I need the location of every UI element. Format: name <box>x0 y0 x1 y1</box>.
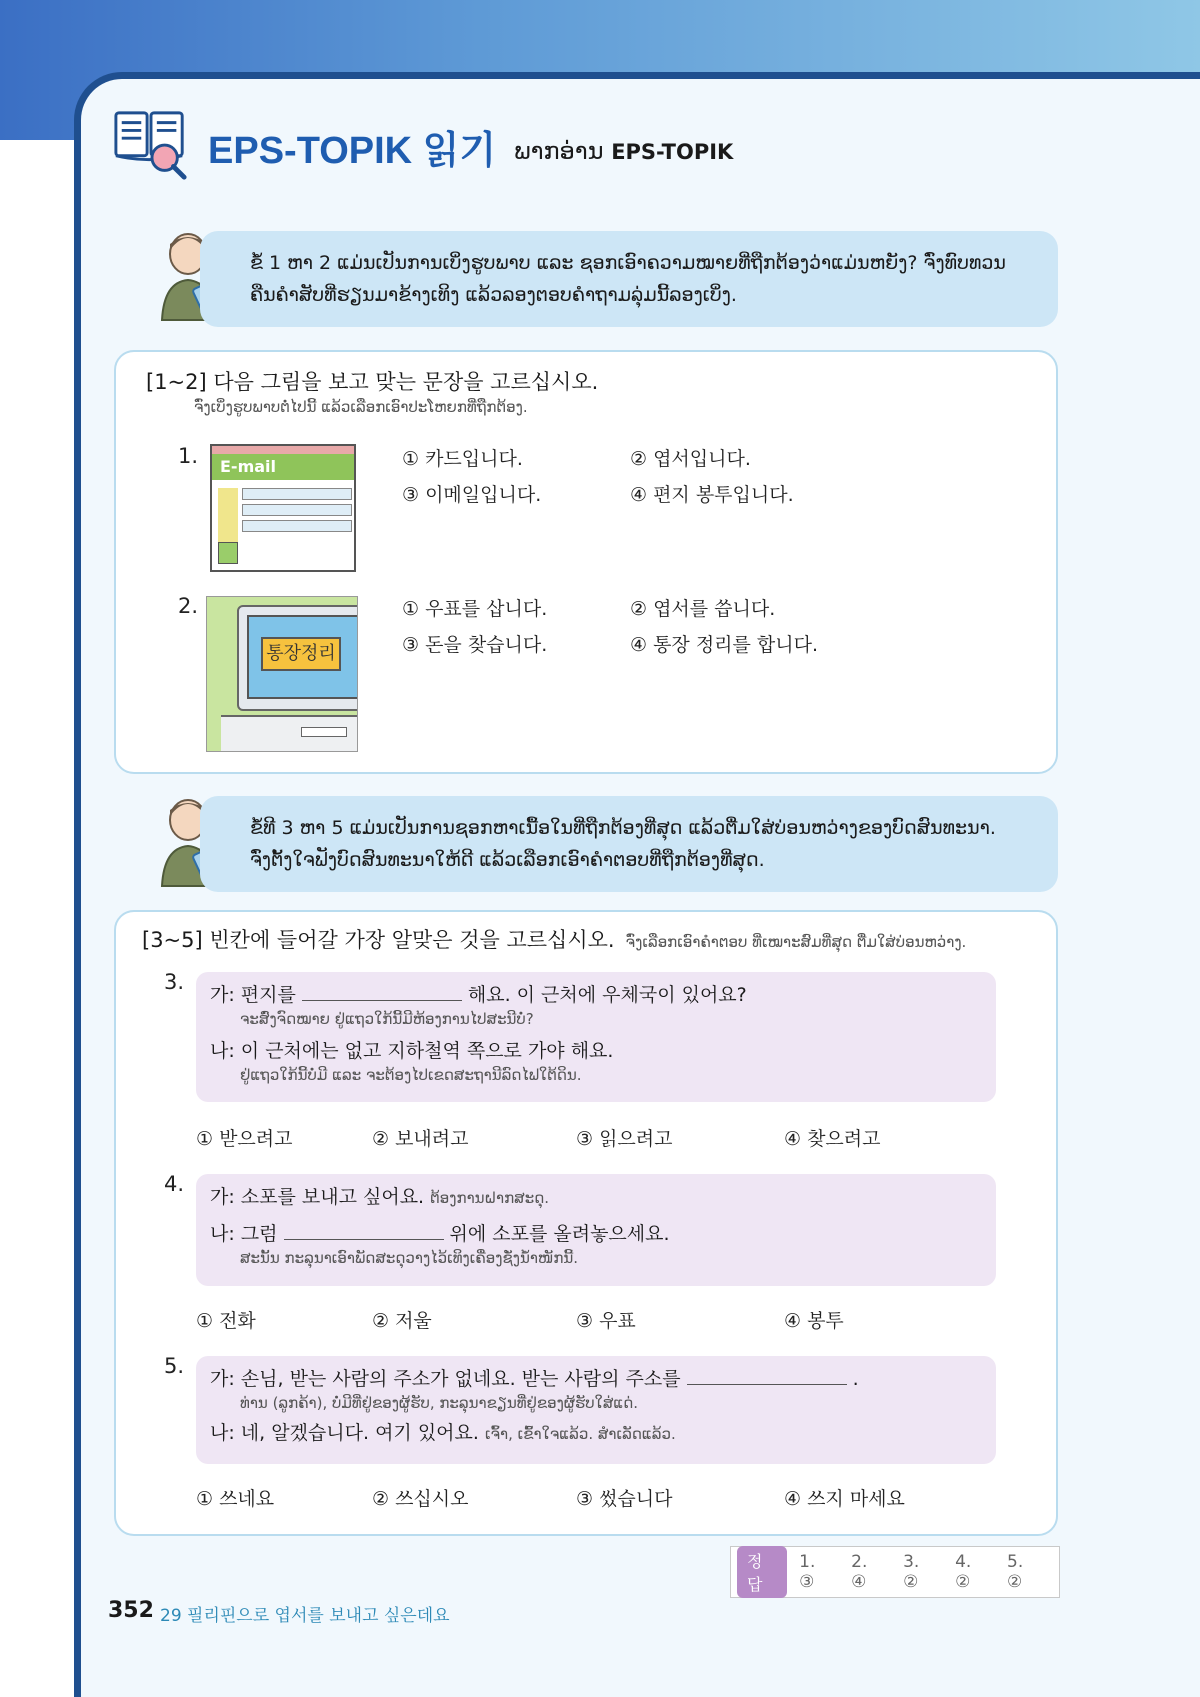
intro2-line2: ຈົ່ງຕັ້ງໃຈຟັງບົດສົນທະນາໃຫ້ດີ ແລ້ວເລືອກເອົາຄຳຕອບທີ່ຖືກຕ້ອງທີ່ສຸດ. <box>250 849 765 871</box>
book-magnifier-icon <box>112 107 190 185</box>
q5-b-lao: ເຈົ້າ, ເຂົ້າໃຈແລ້ວ. ສຳເລັດແລ້ວ. <box>484 1425 676 1443</box>
answer-item: 2. ④ <box>851 1552 868 1592</box>
q2-option-1[interactable]: ① 우표를 삽니다. <box>402 598 548 620</box>
q4-option-4[interactable]: ④ 봉투 <box>784 1310 844 1332</box>
section2-heading-row <box>142 924 966 954</box>
answer-key <box>730 1546 1060 1598</box>
q5-option-1[interactable]: ① 쓰네요 <box>196 1488 275 1510</box>
q4-option-1[interactable]: ① 전화 <box>196 1310 256 1332</box>
q5-number: 5. <box>164 1354 185 1378</box>
q5-dialog <box>196 1356 996 1464</box>
section2-heading-lao: ຈົ່ງເລືອກເອົາຄຳຕອບ ທີ່ເໝາະສົມທີ່ສຸດ ຕື່ມໃສ່ບ່ອນຫວ່າງ. <box>625 933 967 951</box>
q5-a-post: . <box>852 1368 859 1390</box>
answer-tag: 정답 <box>737 1546 787 1598</box>
page-title: EPS-TOPIK 읽기 <box>208 129 497 172</box>
q1-option-4[interactable]: ④ 편지 봉투입니다. <box>630 484 794 506</box>
title-lao-text: ພາກອ່ານ <box>514 137 604 165</box>
q1-option-3[interactable]: ③ 이메일입니다. <box>402 484 542 506</box>
answer-item: 4. ② <box>955 1552 972 1592</box>
section1-subheading: ຈົ່ງເບິ່ງຮູບພາບຕໍ່ໄປນີ້ ແລ້ວເລືອກເອົາປະໂຫຍກທີ່ຖືກຕ້ອງ. <box>194 398 528 416</box>
q4-a-lao: ຕ້ອງການຝາກສະດຸ. <box>430 1189 550 1207</box>
q4-number: 4. <box>164 1172 185 1196</box>
q5-option-4[interactable]: ④ 쓰지 마세요 <box>784 1488 905 1510</box>
q5-line-a-lao: ທ່ານ (ລູກຄ້າ), ບໍ່ມີທີ່ຢູ່ຂອງຜູ້ຮັບ, ກະລຸນາຂຽນທີ່ຢູ່ຂອງຜູ້ຮັບໃສ່ແດ່. <box>240 1394 639 1412</box>
q3-number: 3. <box>164 970 185 994</box>
q4-a-text: 가: 소포를 보내고 싶어요. <box>210 1186 425 1208</box>
intro1-line2: ຄືນຄຳສັບທີ່ຮຽນມາຂ້າງເທິງ ແລ້ວລອງຕອບຄຳຖາມລຸ່ມນີ້ລອງເບິ່ງ. <box>250 284 737 306</box>
q5-option-2[interactable]: ② 쓰십시오 <box>372 1488 469 1510</box>
q1-number: 1. <box>178 444 199 468</box>
q5-blank <box>687 1367 847 1385</box>
q3-option-2[interactable]: ② 보내려고 <box>372 1128 469 1150</box>
q4-line-a <box>210 1184 982 1211</box>
q3-line-a <box>210 982 982 1008</box>
q5-b-text: 나: 네, 알겠습니다. 여기 있어요. <box>210 1422 479 1444</box>
q3-a-pre: 가: 편지를 <box>210 984 296 1006</box>
intro1-line1: ຂໍ້ 1 ຫາ 2 ແມ່ນເປັນການເບິ່ງຮູບພາບ ແລະ ຊອກເອົາຄວາມໝາຍທີ່ຖືກຕ້ອງວ່າແມ່ນຫຍັງ? ຈົ່ງທົບທວນ <box>250 252 1006 274</box>
q4-b-pre: 나: 그럼 <box>210 1223 278 1245</box>
q3-line-b-lao: ຢູ່ແຖວໃກ້ນີ້ບໍ່ມີ ແລະ ຈະຕ້ອງໄປເຂດສະຖານີລົດໄຟໃຕ້ດິນ. <box>240 1066 582 1084</box>
q4-option-3[interactable]: ③ 우표 <box>576 1310 636 1332</box>
intro2-line1: ຂໍ້ທີ 3 ຫາ 5 ແມ່ນເປັນການຊອກຫາເນື້ອໃນທີ່ຖືກຕ້ອງທີ່ສຸດ ແລ້ວຕື່ມໃສ່ບ່ອນຫວ່າງຂອງບົດສົນທະນາ. <box>250 817 996 839</box>
q2-number: 2. <box>178 594 199 618</box>
q1-option-1[interactable]: ① 카드입니다. <box>402 448 523 470</box>
answer-item: 5. ② <box>1007 1552 1024 1592</box>
intro-bubble-2 <box>200 796 1058 892</box>
q4-line-b-lao: ສະນັ້ນ ກະລຸນາເອົາພັດສະດຸວາງໄວ້ເທິງເຄື່ອງຊັ່ງນ້ຳໜັກນີ້. <box>240 1249 579 1267</box>
q3-option-1[interactable]: ① 받으려고 <box>196 1128 293 1150</box>
atm-illustration <box>206 596 358 752</box>
page-number: 352 <box>108 1598 154 1623</box>
q2-option-3[interactable]: ③ 돈을 찾습니다. <box>402 634 548 656</box>
answer-item: 1. ③ <box>799 1552 816 1592</box>
q1-option-2[interactable]: ② 엽서입니다. <box>630 448 751 470</box>
q4-dialog <box>196 1174 996 1286</box>
q3-line-a-lao: ຈະສົ່ງຈົດໝາຍ ຢູ່ແຖວໃກ້ນີ້ມີຫ້ອງການໄປສະນີບໍ່? <box>240 1010 534 1028</box>
email-logo-text: E-mail <box>212 454 354 480</box>
q5-line-b <box>210 1420 982 1447</box>
q4-blank <box>284 1222 444 1240</box>
q3-blank <box>302 983 462 1001</box>
q5-option-3[interactable]: ③ 썼습니다 <box>576 1488 673 1510</box>
q2-option-2[interactable]: ② 엽서를 씁니다. <box>630 598 776 620</box>
q4-b-post: 위에 소포를 올려놓으세요. <box>449 1223 670 1245</box>
email-illustration <box>210 444 356 572</box>
title-lao-bold: EPS-TOPIK <box>611 140 734 164</box>
chapter-title: 29 필리핀으로 엽서를 보내고 싶은데요 <box>160 1606 450 1626</box>
answer-item: 3. ② <box>903 1552 920 1592</box>
q4-option-2[interactable]: ② 저울 <box>372 1310 432 1332</box>
intro-bubble-1 <box>200 231 1058 327</box>
q5-a-pre: 가: 손님, 받는 사람의 주소가 없네요. 받는 사람의 주소를 <box>210 1368 681 1390</box>
q5-line-a <box>210 1366 982 1392</box>
q3-option-4[interactable]: ④ 찾으려고 <box>784 1128 881 1150</box>
q4-line-b <box>210 1221 982 1247</box>
page-title-lao <box>514 137 733 165</box>
section1-heading: [1~2] 다음 그림을 보고 맞는 문장을 고르십시오. <box>146 370 599 394</box>
q3-a-post: 해요. 이 근처에 우체국이 있어요? <box>467 984 747 1006</box>
q3-dialog <box>196 972 996 1102</box>
q3-option-3[interactable]: ③ 읽으려고 <box>576 1128 673 1150</box>
section2-heading: [3~5] 빈칸에 들어갈 가장 알맞은 것을 고르십시오. <box>142 928 615 952</box>
atm-screen-text: 통장정리 <box>261 637 341 671</box>
page-header <box>112 106 733 186</box>
q3-line-b: 나: 이 근처에는 없고 지하철역 쪽으로 가야 해요. <box>210 1040 614 1062</box>
q2-option-4[interactable]: ④ 통장 정리를 합니다. <box>630 634 819 656</box>
